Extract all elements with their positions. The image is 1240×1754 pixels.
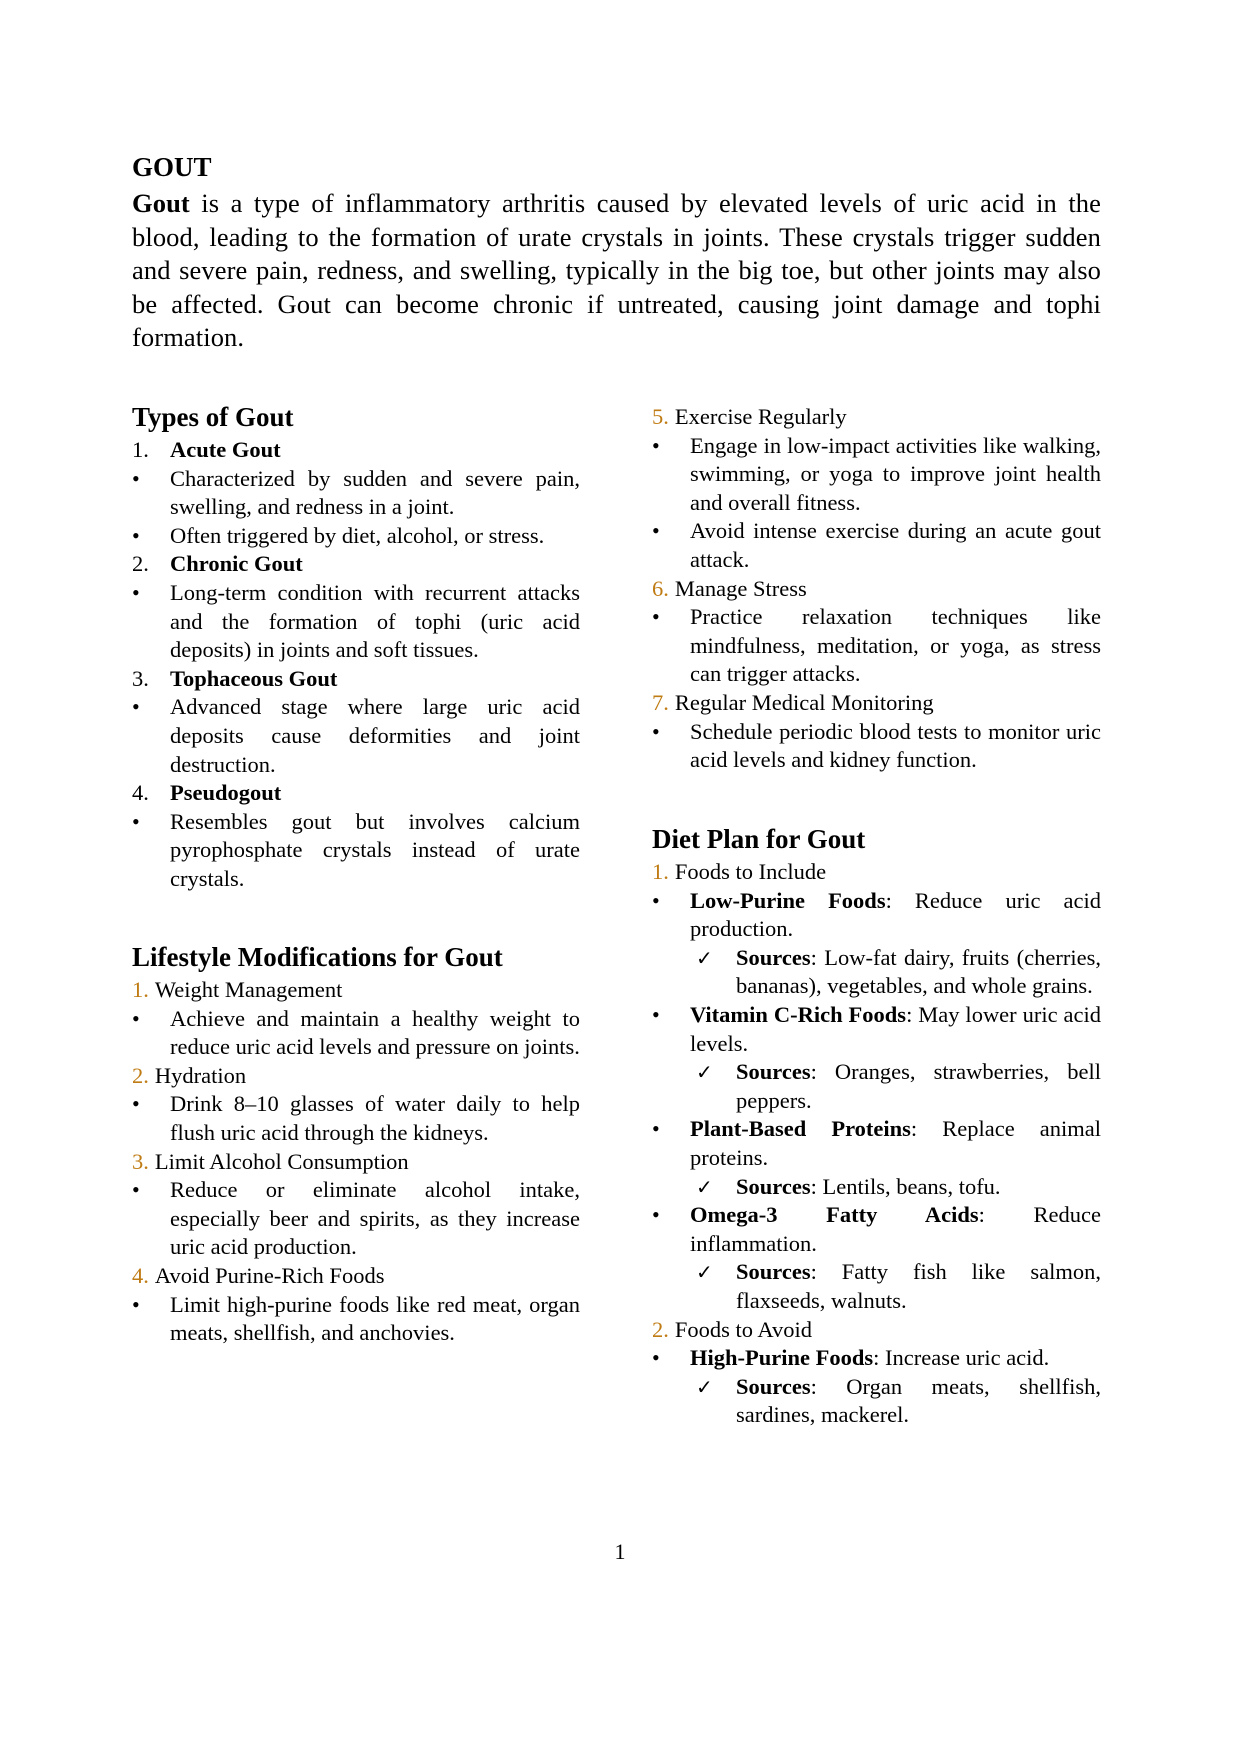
food-sources: ✓ Sources: Lentils, beans, tofu. bbox=[692, 1173, 1101, 1202]
checkmark-icon: ✓ bbox=[696, 1374, 713, 1399]
list-item: • Limit high-purine foods like red meat, organ meats, shellfish, and anchovies. bbox=[132, 1291, 580, 1346]
lifestyle-heading: Lifestyle Modifications for Gout bbox=[132, 942, 503, 972]
bullet-icon: • bbox=[652, 887, 660, 913]
diet-step: 1. Foods to Include bbox=[652, 859, 827, 884]
food-group: • High-Purine Foods: Increase uric acid. bbox=[652, 1344, 1101, 1373]
document-title: GOUT bbox=[132, 152, 212, 182]
lifestyle-step: 7. Regular Medical Monitoring bbox=[652, 689, 934, 715]
list-item: • Reduce or eliminate alcohol intake, especially beer and spirits, as they increase uric acid production. bbox=[132, 1177, 580, 1260]
lifestyle-continued bbox=[652, 403, 1101, 775]
food-sources: ✓ Sources: Fatty fish like salmon, flaxseeds, walnuts. bbox=[692, 1258, 1101, 1315]
lifestyle-step: 4. Avoid Purine-Rich Foods bbox=[132, 1262, 385, 1288]
list-item: • Long-term condition with recurrent attacks and the formation of tophi (uric acid deposits) in joints and soft tissues. bbox=[132, 579, 580, 663]
diet-section bbox=[652, 822, 1101, 1430]
list-item: • Schedule periodic blood tests to monitor uric acid levels and kidney function. bbox=[652, 718, 1101, 773]
checkmark-icon: ✓ bbox=[696, 1174, 713, 1199]
intro-text: is a type of inflammatory arthritis caused by elevated levels of uric acid in the blood, leading to the formation of urate crystals in joints. These crystals trigger sudden and severe pain, redness, and swelling, typically in the big toe, but other joints may also be affected. Gout can become chronic if untreated, causing joint damage and tophi formation. bbox=[132, 188, 1101, 353]
bullet-icon: • bbox=[652, 718, 660, 744]
list-item: • Practice relaxation techniques like mindfulness, meditation, or yoga, as stress can trigger attacks. bbox=[652, 604, 1101, 687]
lifestyle-step: 2. Hydration bbox=[132, 1062, 247, 1088]
bullet-icon: • bbox=[652, 1116, 660, 1142]
bullet-icon: • bbox=[652, 1345, 660, 1371]
intro-paragraph bbox=[132, 187, 1101, 355]
type-item: 4. Pseudogout bbox=[132, 780, 282, 806]
bullet-icon: • bbox=[652, 1202, 660, 1228]
lifestyle-step: 6. Manage Stress bbox=[652, 575, 807, 601]
type-item: 2. Chronic Gout bbox=[132, 551, 303, 577]
type-item: 1. Acute Gout bbox=[132, 437, 281, 462]
bullet-icon: • bbox=[132, 1005, 140, 1031]
diet-step: 2. Foods to Avoid bbox=[652, 1316, 812, 1342]
types-heading: Types of Gout bbox=[132, 402, 294, 432]
checkmark-icon: ✓ bbox=[696, 1060, 713, 1085]
bullet-icon: • bbox=[132, 522, 140, 548]
diet-heading: Diet Plan for Gout bbox=[652, 824, 866, 854]
bullet-icon: • bbox=[132, 1177, 140, 1203]
bullet-icon: • bbox=[132, 694, 140, 720]
bullet-icon: • bbox=[132, 1091, 140, 1117]
types-section bbox=[132, 400, 580, 894]
bullet-icon: • bbox=[132, 1291, 140, 1317]
lifestyle-section bbox=[132, 940, 580, 1348]
intro-term: Gout bbox=[132, 188, 190, 218]
bullet-icon: • bbox=[132, 808, 140, 834]
food-group: • Plant-Based Proteins: Replace animal proteins. bbox=[652, 1116, 1101, 1170]
food-sources: ✓ Sources: Low-fat dairy, fruits (cherries, bananas), vegetables, and whole grains. bbox=[692, 944, 1101, 1001]
food-group: • Low-Purine Foods: Reduce uric acid production. bbox=[652, 887, 1101, 942]
page-number: 1 bbox=[614, 1539, 626, 1564]
type-item: 3. Tophaceous Gout bbox=[132, 665, 338, 691]
bullet-icon: • bbox=[132, 579, 140, 605]
bullet-icon: • bbox=[652, 604, 660, 630]
food-sources: ✓ Sources: Oranges, strawberries, bell peppers. bbox=[692, 1058, 1101, 1115]
bullet-icon: • bbox=[132, 465, 140, 491]
list-item: • Characterized by sudden and severe pain, swelling, and redness in a joint. bbox=[132, 465, 580, 520]
lifestyle-step: 5. Exercise Regularly bbox=[652, 404, 847, 429]
food-sources: ✓ Sources: Organ meats, shellfish, sardines, mackerel. bbox=[692, 1373, 1101, 1430]
checkmark-icon: ✓ bbox=[696, 1260, 713, 1285]
lifestyle-step: 3. Limit Alcohol Consumption bbox=[132, 1148, 409, 1174]
list-item: • Often triggered by diet, alcohol, or stress. bbox=[132, 522, 580, 551]
list-item: • Engage in low-impact activities like walking, swimming, or yoga to improve joint health and overall fitness. bbox=[652, 432, 1101, 515]
food-group: • Omega-3 Fatty Acids: Reduce inflammation. bbox=[652, 1202, 1101, 1256]
food-group: • Vitamin C-Rich Foods: May lower uric acid levels. bbox=[652, 1001, 1102, 1056]
list-item: • Advanced stage where large uric acid deposits cause deformities and joint destruction. bbox=[132, 694, 580, 777]
list-item: • Achieve and maintain a healthy weight to reduce uric acid levels and pressure on joints. bbox=[132, 1005, 580, 1060]
bullet-icon: • bbox=[652, 518, 660, 544]
lifestyle-step: 1. Weight Management bbox=[132, 977, 343, 1002]
list-item: • Drink 8–10 glasses of water daily to help flush uric acid through the kidneys. bbox=[132, 1091, 580, 1145]
bullet-icon: • bbox=[652, 432, 660, 458]
list-item: • Avoid intense exercise during an acute gout attack. bbox=[652, 518, 1101, 572]
bullet-icon: • bbox=[652, 1001, 660, 1027]
list-item: • Resembles gout but involves calcium pyrophosphate crystals instead of urate crystals. bbox=[132, 808, 580, 891]
checkmark-icon: ✓ bbox=[696, 945, 713, 970]
